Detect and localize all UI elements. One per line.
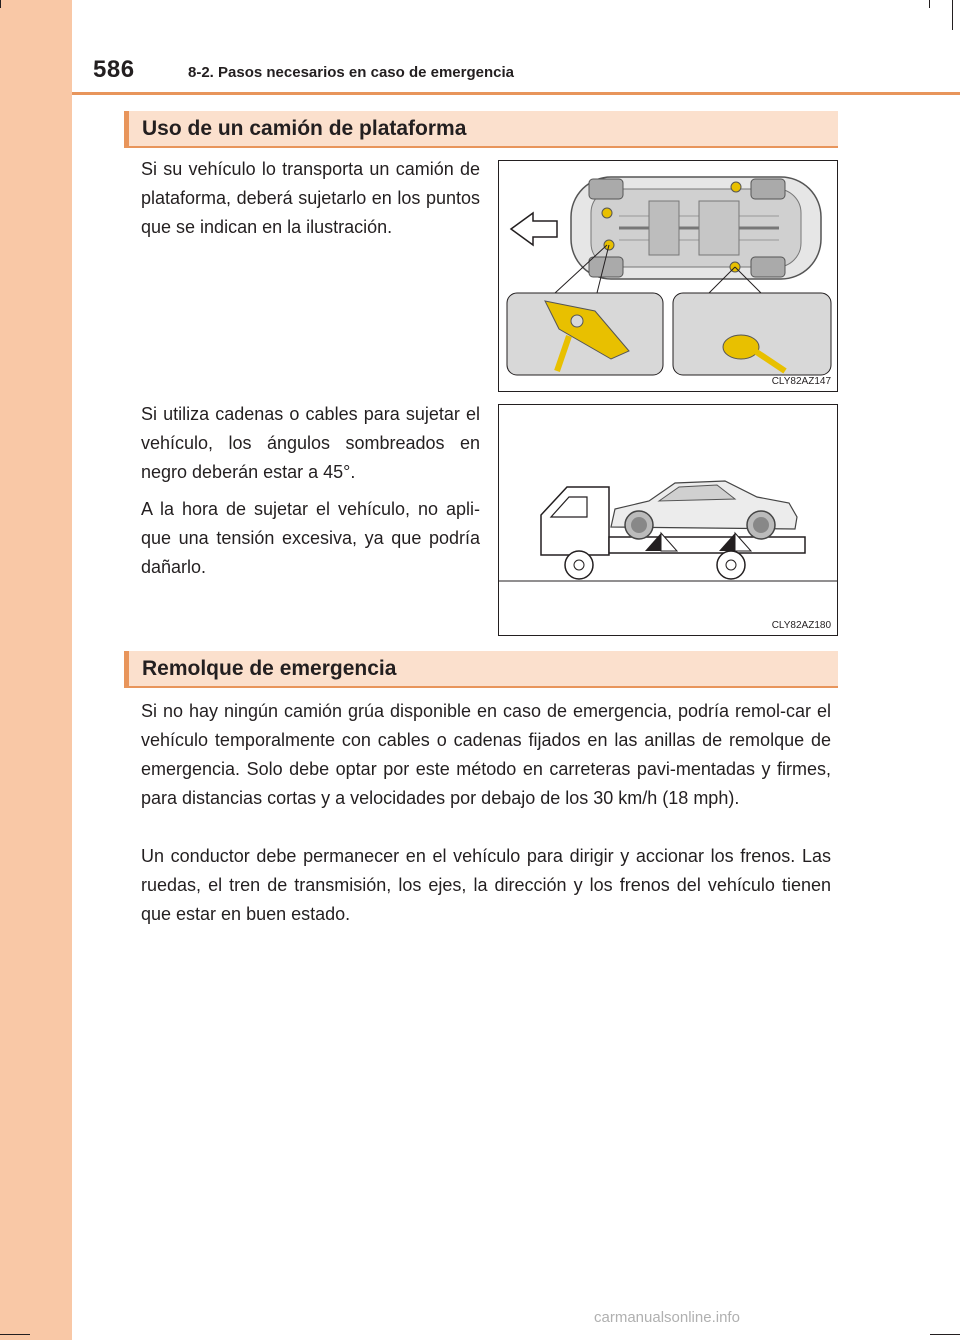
- figure-code: CLY82AZ180: [771, 620, 831, 631]
- section-title: Remolque de emergencia: [142, 657, 397, 680]
- crop-mark: [952, 0, 953, 30]
- figure-code: CLY82AZ147: [771, 376, 831, 387]
- page-side-tab: [0, 0, 72, 1340]
- section-title: Uso de un camión de plataforma: [142, 117, 467, 140]
- crop-mark: [0, 1334, 30, 1335]
- car-underbody-illustration: [499, 161, 837, 391]
- towing-paragraph-1: Si no hay ningún camión grúa disponible en caso de emergencia, podría remol-car el vehículo temporalmente con cables o cadenas fijados en las anillas de remolque de emergencia. Solo debe optar por este método en carreteras pavi-mentadas y firmes, para distancias cortas y a velocidades por debajo de los 30 km/h (18 mph).: [141, 701, 831, 808]
- crop-mark: [930, 1334, 960, 1335]
- tie-down-points-figure: [498, 160, 838, 392]
- flatbed-paragraph-3: A la hora de sujetar el vehículo, no apli-que una tensión excesiva, ya que podría dañarlo.: [141, 499, 480, 577]
- section-heading-flatbed: [124, 111, 838, 148]
- flatbed-paragraph-2: Si utiliza cadenas o cables para sujetar el vehículo, los ángulos sombreados en negro deberán estar a 45°.: [141, 404, 480, 482]
- detail-inset-rear: [673, 293, 831, 375]
- crop-mark: [929, 0, 930, 8]
- header-divider: [72, 92, 960, 95]
- flatbed-paragraph-1: Si su vehículo lo transporta un camión de plataforma, deberá sujetarlo en los puntos que se indican en la ilustración.: [141, 159, 480, 237]
- towing-paragraph-2: Un conductor debe permanecer en el vehículo para dirigir y accionar los frenos. Las ruedas, el tren de transmisión, los ejes, la dirección y los frenos del vehículo tienen que estar en buen estado.: [141, 846, 831, 924]
- front-direction-arrow-icon: [511, 213, 557, 245]
- page-number: 586: [93, 56, 135, 83]
- footer-watermark: carmanualsonline.info: [594, 1309, 740, 1326]
- tie-down-point: [731, 182, 741, 192]
- chapter-title: 8-2. Pasos necesarios en caso de emergencia: [188, 64, 515, 81]
- truck-with-car-illustration: [499, 405, 837, 635]
- section-heading-emergency-towing: [124, 651, 838, 688]
- tie-down-point: [602, 208, 612, 218]
- crop-mark: [0, 0, 1, 8]
- flatbed-truck-figure: [498, 404, 838, 636]
